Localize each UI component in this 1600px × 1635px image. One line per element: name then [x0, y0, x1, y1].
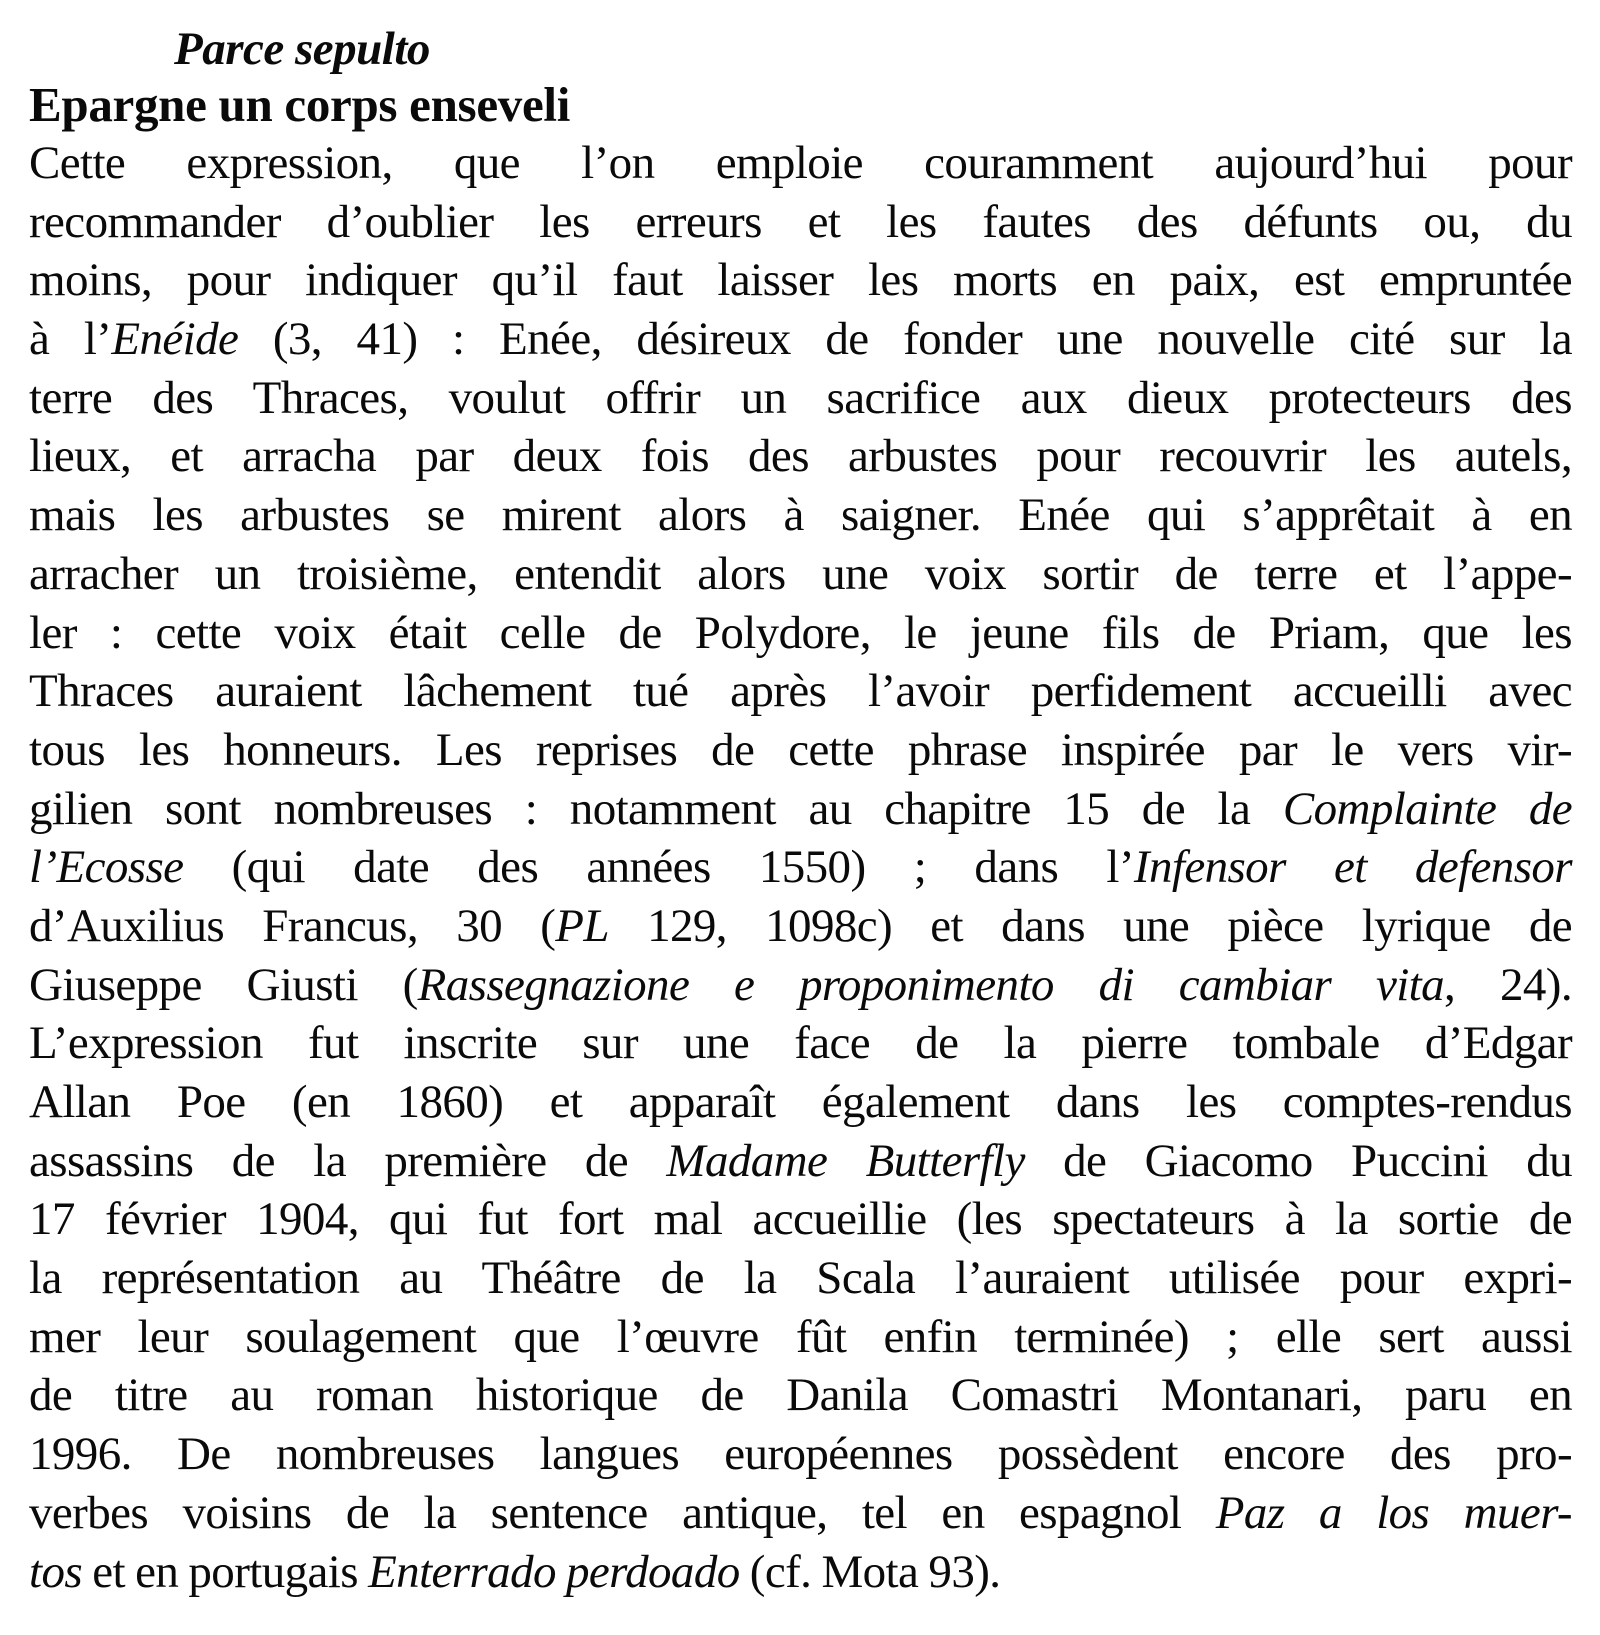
body-line — [29, 956, 1572, 1015]
text-run: moins, pour indiquer qu’il faut laisser les morts en paix, est empruntée — [29, 254, 1572, 307]
body-line — [29, 1073, 1572, 1132]
text-run: , 24). — [1444, 958, 1572, 1011]
text-run: d’Auxilius Francus, 30 ( — [29, 899, 556, 952]
text-run: la représentation au Théâtre de la Scala l’auraient utilisée pour expri- — [29, 1252, 1572, 1305]
text-run: (qui date des années 1550) ; dans l’ — [183, 841, 1134, 894]
italic-citation: Enéide — [111, 313, 239, 366]
text-run: mer leur soulagement que l’œuvre fût enfin terminée) ; elle sert aussi — [29, 1310, 1572, 1363]
body-line — [29, 134, 1572, 193]
french-translation-heading: Epargne un corps enseveli — [29, 77, 571, 132]
dictionary-entry — [29, 22, 1572, 1601]
text-run: L’expression fut inscrite sur une face de la pierre tombale d’Edgar — [29, 1017, 1572, 1070]
body-line — [29, 1249, 1572, 1308]
body-line — [29, 1425, 1572, 1484]
text-run: Thraces auraient lâchement tué après l’avoir perfidement accueilli avec — [29, 665, 1572, 718]
body-line — [29, 310, 1572, 369]
body-line — [29, 486, 1572, 545]
body-line — [29, 1190, 1572, 1249]
text-run: tous les honneurs. Les reprises de cette phrase inspirée par le vers vir- — [29, 723, 1572, 776]
italic-citation: PL — [555, 899, 609, 952]
body-line — [29, 721, 1572, 780]
text-run: 1996. De nombreuses langues européennes possèdent encore des pro- — [29, 1428, 1572, 1481]
body-line — [29, 1543, 1572, 1602]
body-line — [29, 662, 1572, 721]
body-line — [29, 545, 1572, 604]
text-run: lieux, et arracha par deux fois des arbustes pour recouvrir les autels, — [29, 430, 1572, 483]
text-run: à l’ — [29, 313, 112, 366]
italic-citation: Rassegnazione e proponimento di cambiar vita — [417, 958, 1445, 1011]
body-line — [29, 604, 1572, 663]
body-line — [29, 1014, 1572, 1073]
text-run: de Giacomo Puccini du — [1024, 1134, 1572, 1187]
text-run: Allan Poe (en 1860) et apparaît également dans les comptes-rendus — [29, 1076, 1572, 1128]
text-run: mais les arbustes se mirent alors à saigner. Enée qui s’apprêtait à en — [29, 489, 1572, 542]
entry-body-text — [29, 134, 1572, 1601]
text-run: 129, 1098c) et dans une pièce lyrique de — [608, 899, 1572, 952]
italic-citation: Madame Butterfly — [666, 1134, 1025, 1187]
text-run: ler : cette voix était celle de Polydore, le jeune fils de Priam, que les — [29, 606, 1572, 659]
body-line — [29, 251, 1572, 310]
text-run: verbes voisins de la sentence antique, tel en espagnol — [29, 1486, 1216, 1539]
text-run: (3, 41) : Enée, désireux de fonder une nouvelle cité sur la — [238, 313, 1573, 366]
italic-citation: tos — [29, 1545, 83, 1598]
text-run: terre des Thraces, voulut offrir un sacrifice aux dieux protecteurs des — [29, 371, 1572, 424]
body-line — [29, 897, 1572, 956]
italic-citation: Infensor et defensor — [1133, 841, 1572, 894]
italic-citation: Enterrado perdoado — [368, 1545, 740, 1598]
text-run: Giuseppe Giusti ( — [29, 958, 418, 1011]
text-run: Cette expression, que l’on emploie couramment aujourd’hui pour — [29, 137, 1572, 189]
text-run: de titre au roman historique de Danila Comastri Montanari, paru en — [29, 1369, 1572, 1422]
text-run: arracher un troisième, entendit alors une voix sortir de terre et l’appe- — [29, 547, 1572, 600]
italic-citation: l’Ecosse — [29, 841, 184, 894]
body-line — [29, 1132, 1572, 1191]
body-line — [29, 193, 1572, 252]
text-run: et en portugais — [82, 1545, 369, 1598]
body-line — [29, 1366, 1572, 1425]
italic-citation: Complainte de — [1282, 782, 1572, 835]
body-line — [29, 1484, 1572, 1543]
body-line — [29, 369, 1572, 428]
text-run: assassins de la première de — [29, 1134, 667, 1187]
latin-headword: Parce sepulto — [174, 23, 430, 75]
text-run: gilien sont nombreuses : notamment au chapitre 15 de la — [29, 782, 1283, 835]
italic-citation: Paz a los muer- — [1215, 1486, 1572, 1539]
body-line — [29, 1308, 1572, 1367]
text-run: 17 février 1904, qui fut fort mal accueillie (les spectateurs à la sortie de — [29, 1193, 1572, 1246]
body-line — [29, 780, 1572, 839]
body-line — [29, 838, 1572, 897]
body-line — [29, 427, 1572, 486]
text-run: (cf. Mota 93). — [739, 1545, 1001, 1598]
text-run: recommander d’oublier les erreurs et les fautes des défunts ou, du — [29, 195, 1572, 248]
